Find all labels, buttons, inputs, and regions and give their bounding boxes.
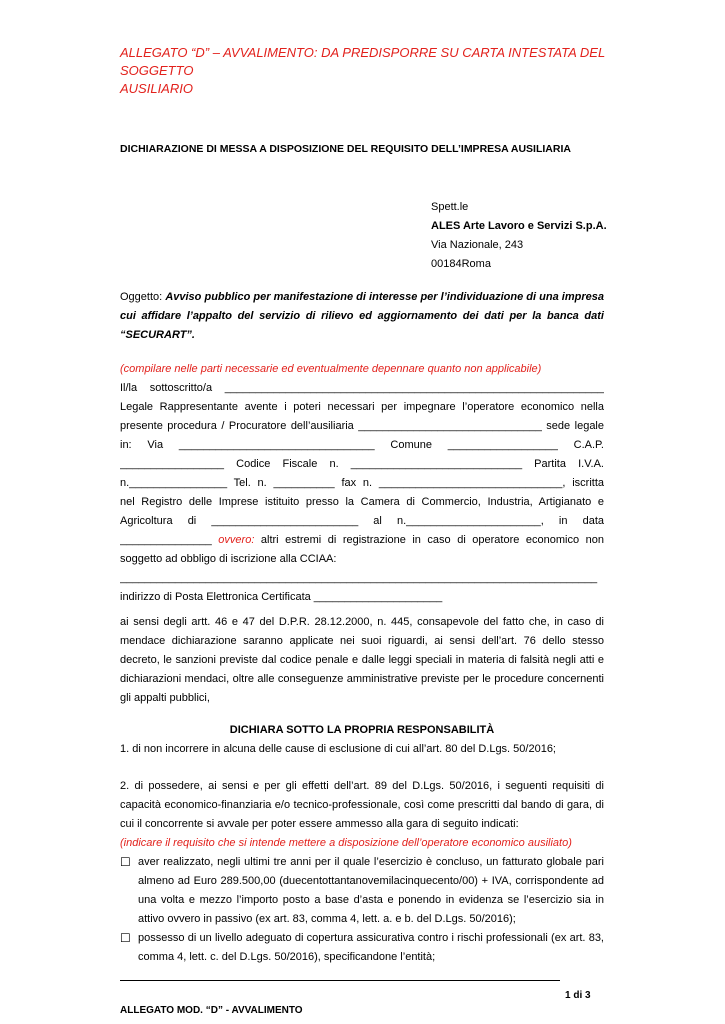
declaration-item-2 (120, 777, 604, 967)
form-line-legale: Legale Rappresentante avente i poteri necessari per impegnare l’operatore economico nella (120, 401, 604, 413)
form-line-ovvero (120, 531, 604, 550)
form-line-ovvero-text: altri estremi di registrazione in caso di operatore economico non (260, 534, 604, 546)
subject-label: Oggetto: (120, 291, 163, 303)
form-line-procuratore: presente procedura / Procuratore dell’ausiliaria ______________________________ sede legale (120, 420, 604, 432)
document-title: DICHIARAZIONE DI MESSA A DISPOSIZIONE DEL REQUISITO DELL’IMPRESA AUSILIARIA (120, 143, 571, 155)
form-line-via: in: Via ________________________________ Comune __________________ C.A.P. (120, 439, 604, 451)
form-line-sottoscritto: Il/la sottoscritto/a ______________________________________________________________ (120, 382, 604, 394)
ai-sensi-paragraph: ai sensi degli artt. 46 e 47 del D.P.R. 28.12.2000, n. 445, consapevole del fatto che, in caso di mendace dichiarazione saranno applicate nei suoi riguardi, ai sensi dell’art. 76 dello stesso decreto, le sanzioni previste dal codice penale e dalle leggi speciali in materia di falsità negli atti e dichiarazioni mendaci, oltre alle conseguenze amministrative previste per le procedure concernenti gli appalti pubblici, (120, 616, 604, 704)
dichiara-heading: DICHIARA SOTTO LA PROPRIA RESPONSABILITÀ (229, 724, 495, 736)
subject-paragraph (120, 288, 604, 345)
checkbox-icon[interactable]: ☐ (120, 855, 131, 869)
ovvero-label: ovvero: (218, 534, 255, 546)
declaration-item-2-text: 2. di possedere, ai sensi e per gli effetti dell’art. 89 del D.Lgs. 50/2016, i seguenti requisiti di capacità economico-finanziaria e/o tecnico-professionale, così come prescritti dal bando di gara, di cui il concorrente si avvale per poter essere ammesso alla gara di seguito indicati: (120, 780, 604, 830)
form-blank-data: _______________ (120, 534, 212, 546)
form-line-blank: ______________________________________________________________________________ (120, 572, 598, 584)
requirement-fatturato-text: aver realizzato, negli ultimi tre anni per il quale l’esercizio è concluso, un fatturato globale pari almeno ad Euro 289.500,00 (duecentottantanovemilacinquecento/00) + IVA, corrispondente ad una volta e mezzo l’importo posto a base d’asta e ponendo in evidenza se l’esercizio sia in attivo ovvero in passivo (ex art. 83, comma 4, lett. a. e b. del D.Lgs. 50/2016); (138, 856, 604, 925)
recipient-address (431, 198, 607, 274)
form-line-codice-fiscale: _________________ Codice Fiscale n. ____________________________ Partita I.V.A. (120, 458, 604, 470)
header-title-line1: ALLEGATO “D” – AVVALIMENTO: DA PREDISPORRE SU CARTA INTESTATA DEL SOGGETTO (120, 45, 605, 78)
recipient-city: 00184Roma (431, 258, 491, 270)
recipient-company: ALES Arte Lavoro e Servizi S.p.A. (431, 220, 607, 232)
header-title (120, 44, 620, 98)
form-line-agricoltura: Agricoltura di ________________________ al n.______________________, in data (120, 515, 604, 527)
requirement-assicurazione (120, 929, 604, 967)
recipient-salutation: Spett.le (431, 201, 469, 213)
checkbox-icon[interactable]: ☐ (120, 931, 131, 945)
form-line-cciaa: soggetto ad obbligo di iscrizione alla CCIAA: (120, 553, 337, 565)
declarant-form (120, 360, 604, 607)
form-note: (compilare nelle parti necessarie ed eventualmente depennare quanto non applicabile) (120, 363, 542, 375)
requirement-assicurazione-text: possesso di un livello adeguato di copertura assicurativa contro i rischi professionali (ex art. 83, comma 4, lett. c. del D.Lgs. 50/2016), specificandone l’entità; (138, 932, 604, 963)
declaration-item-1: 1. di non incorrere in alcuna delle cause di esclusione di cui all’art. 80 del D.Lgs. 50/2016; (120, 743, 556, 755)
declaration-item-2-note: (indicare il requisito che si intende mettere a disposizione dell’operatore economico ausiliato) (120, 837, 572, 849)
subject-text: Avviso pubblico per manifestazione di interesse per l’individuazione di una impresa cui affidare l’appalto del servizio di rilievo ed aggiornamento dei dati per la banca dati “SECURART”. (120, 291, 604, 341)
footer-divider (120, 980, 560, 981)
page-number: 1 di 3 (565, 990, 591, 1001)
form-line-tel: n.________________ Tel. n. __________ fax n. ______________________________, iscritta (120, 477, 604, 489)
footer-label: ALLEGATO MOD. “D” - AVVALIMENTO (120, 1005, 303, 1016)
form-line-registro: nel Registro delle Imprese istituito presso la Camera di Commercio, Industria, Artigianato e (120, 496, 604, 508)
header-title-line2: AUSILIARIO (120, 81, 193, 96)
form-line-pec: indirizzo di Posta Elettronica Certificata _____________________ (120, 591, 443, 603)
recipient-street: Via Nazionale, 243 (431, 239, 524, 251)
requirement-fatturato (120, 853, 604, 929)
